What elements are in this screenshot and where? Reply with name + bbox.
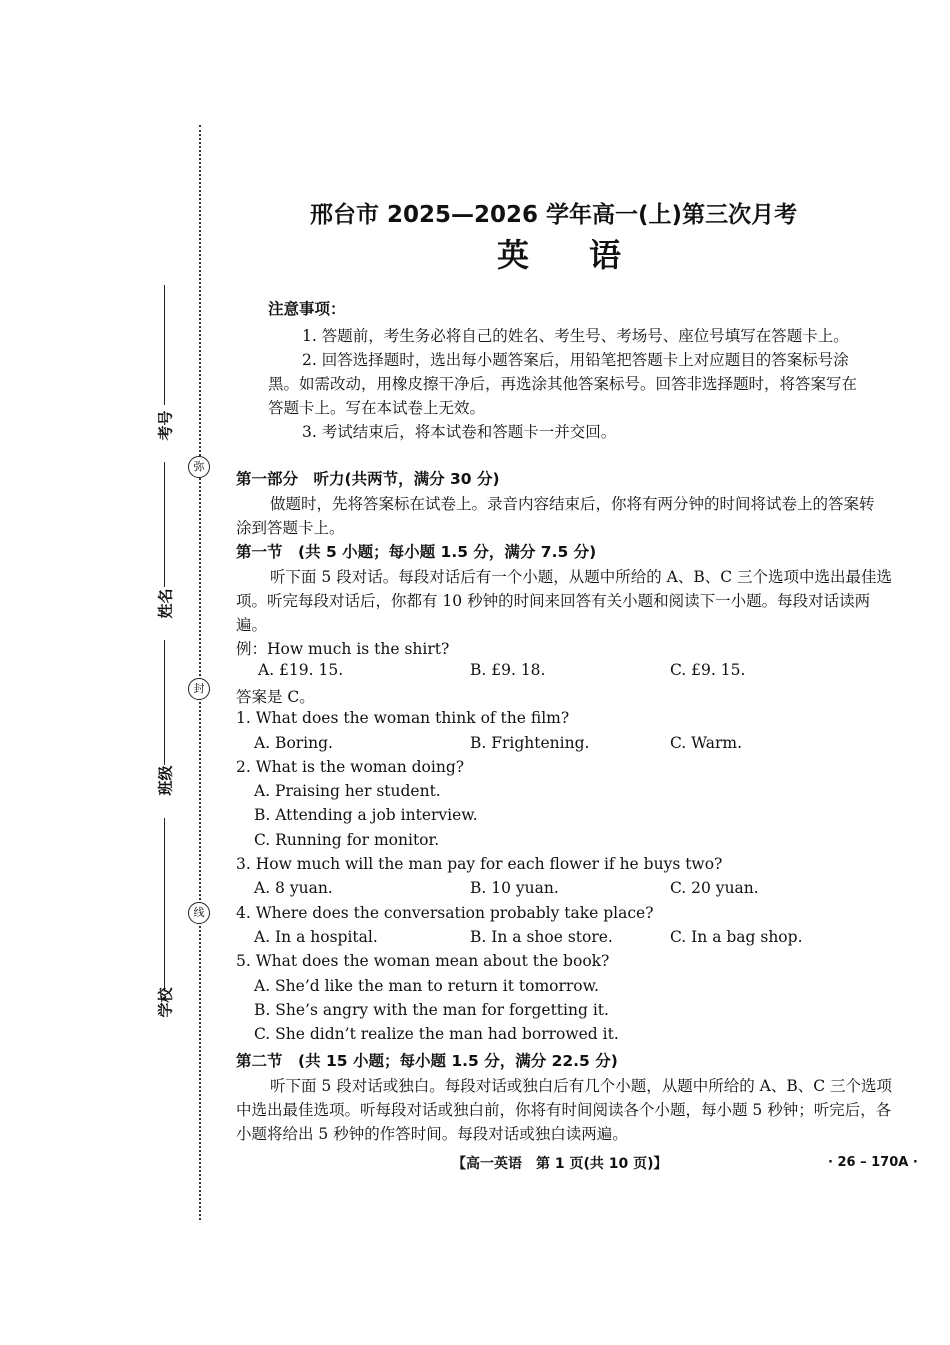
example-option-a: A. £19. 15.	[258, 661, 344, 679]
paper-code: · 26 – 170A ·	[828, 1155, 918, 1170]
question-5-option-a: A. She’d like the man to return it tomorrow.	[254, 977, 599, 995]
notice-item-1: 1. 答题前，考生务必将自己的姓名、考生号、考场号、座位号填写在答题卡上。	[302, 327, 849, 345]
example-answer: 答案是 C。	[236, 688, 315, 706]
question-4-option-c: C. In a bag shop.	[670, 928, 803, 946]
seal-mark-feng: 封	[188, 678, 210, 700]
seal-dotted-line	[199, 125, 201, 1220]
section2-directions-cont: 中选出最佳选项。听每段对话或独白前，你将有时间阅读各个小题，每小题 5 秒钟；听完后，各	[236, 1101, 892, 1119]
section1-heading: 第一节 (共 5 小题；每小题 1.5 分，满分 7.5 分)	[236, 543, 597, 561]
class-label: 班级	[156, 765, 175, 796]
question-4-option-a: A. In a hospital.	[254, 928, 378, 946]
notice-item-2-end: 答题卡上。写在本试卷上无效。	[268, 399, 486, 417]
question-4-option-b: B. In a shoe store.	[470, 928, 613, 946]
question-2-option-a: A. Praising her student.	[254, 782, 441, 800]
example-option-c: C. £9. 15.	[670, 661, 746, 679]
question-3-option-b: B. 10 yuan.	[470, 879, 559, 897]
question-5-option-c: C. She didn’t realize the man had borrowed it.	[254, 1025, 619, 1043]
class-blank	[164, 640, 165, 765]
exam-number-label: 考号	[156, 410, 175, 441]
question-2-option-b: B. Attending a job interview.	[254, 806, 478, 824]
seal-mark-mi: 弥	[188, 456, 210, 478]
section1-directions: 听下面 5 段对话。每段对话后有一个小题，从题中所给的 A、B、C 三个选项中选出最佳选	[270, 568, 893, 586]
section2-directions-end: 小题将给出 5 秒钟的作答时间。每段对话或独白读两遍。	[236, 1125, 628, 1143]
notice-heading: 注意事项：	[268, 300, 346, 318]
exam-number-blank	[164, 285, 165, 405]
name-blank	[164, 462, 165, 587]
question-1-option-b: B. Frightening.	[470, 734, 590, 752]
question-3: 3. How much will the man pay for each flower if he buys two?	[236, 855, 723, 873]
school-blank	[164, 818, 165, 988]
school-label: 学校	[156, 987, 175, 1018]
question-4: 4. Where does the conversation probably take place?	[236, 904, 654, 922]
section1-directions-cont: 项。听完每段对话后，你都有 10 秒钟的时间来回答有关小题和阅读下一小题。每段对话读两	[236, 592, 871, 610]
question-3-option-a: A. 8 yuan.	[254, 879, 333, 897]
question-1: 1. What does the woman think of the film?	[236, 709, 570, 727]
exam-title: 邢台市 2025—2026 学年高一(上)第三次月考	[310, 202, 798, 228]
section2-heading: 第二节 (共 15 小题；每小题 1.5 分，满分 22.5 分)	[236, 1052, 618, 1070]
subject-title: 英语	[497, 236, 682, 274]
name-label: 姓名	[156, 588, 175, 619]
notice-item-3: 3. 考试结束后，将本试卷和答题卡一并交回。	[302, 423, 617, 441]
question-2-option-c: C. Running for monitor.	[254, 831, 440, 849]
part1-heading: 第一部分 听力(共两节，满分 30 分)	[236, 470, 500, 488]
example-option-b: B. £9. 18.	[470, 661, 546, 679]
section1-directions-end: 遍。	[236, 616, 268, 634]
notice-item-2: 2. 回答选择题时，选出每小题答案后，用铅笔把答题卡上对应题目的答案标号涂	[302, 351, 849, 369]
question-1-option-a: A. Boring.	[254, 734, 333, 752]
question-5-option-b: B. She’s angry with the man for forgetting it.	[254, 1001, 609, 1019]
part1-intro: 做题时，先将答案标在试卷上。录音内容结束后，你将有两分钟的时间将试卷上的答案转	[270, 495, 875, 513]
seal-mark-xian: 线	[188, 902, 210, 924]
question-1-option-c: C. Warm.	[670, 734, 743, 752]
question-5: 5. What does the woman mean about the book?	[236, 952, 610, 970]
section2-directions: 听下面 5 段对话或独白。每段对话或独白后有几个小题，从题中所给的 A、B、C 三个选项	[270, 1077, 893, 1095]
question-3-option-c: C. 20 yuan.	[670, 879, 759, 897]
example-question: 例：How much is the shirt?	[236, 640, 450, 658]
question-2: 2. What is the woman doing?	[236, 758, 465, 776]
page-footer: 【高一英语 第 1 页(共 10 页)】	[452, 1156, 668, 1172]
notice-item-2-cont: 黑。如需改动，用橡皮擦干净后，再选涂其他答案标号。回答非选择题时，将答案写在	[268, 375, 858, 393]
part1-intro-cont: 涂到答题卡上。	[236, 519, 345, 537]
